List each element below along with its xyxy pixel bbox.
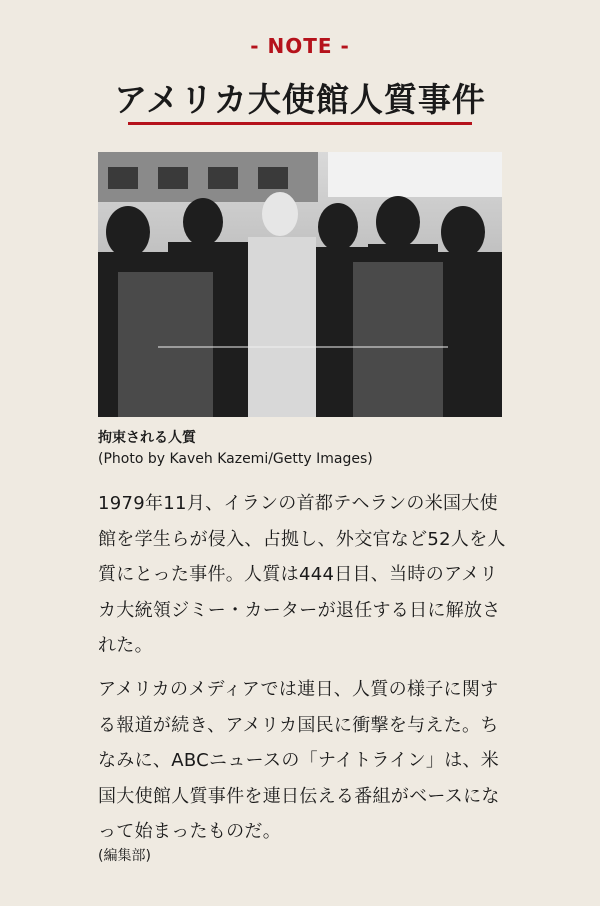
photo-caption xyxy=(98,428,502,470)
article-title: アメリカ大使館人質事件 xyxy=(114,80,486,119)
editor-note: (編集部) xyxy=(98,848,151,864)
photo-image-icon xyxy=(98,152,502,417)
body-paragraph-2: アメリカのメディアでは連日、人質の様子に関する報道が続き、アメリカ国民に衝撃を与えた。ちなみに、ABCニュースの「ナイトライン」は、米国大使館人質事件を連日伝える番組がベースになって始まったものだ。 xyxy=(98,679,500,842)
caption-title: 拘束される人質 xyxy=(98,430,196,446)
title-underline xyxy=(128,122,472,125)
hostage-photo xyxy=(98,152,502,417)
body-paragraph-1: 1979年11月、イランの首都テヘランの米国大使館を学生らが侵入、占拠し、外交官など52人を人質にとった事件。人質は444日目、当時のアメリカ大統領ジミー・カーターが退任する日に解放された。 xyxy=(98,493,506,656)
note-label: - NOTE - xyxy=(250,34,350,58)
caption-credit: (Photo by Kaveh Kazemi/Getty Images) xyxy=(98,451,373,467)
